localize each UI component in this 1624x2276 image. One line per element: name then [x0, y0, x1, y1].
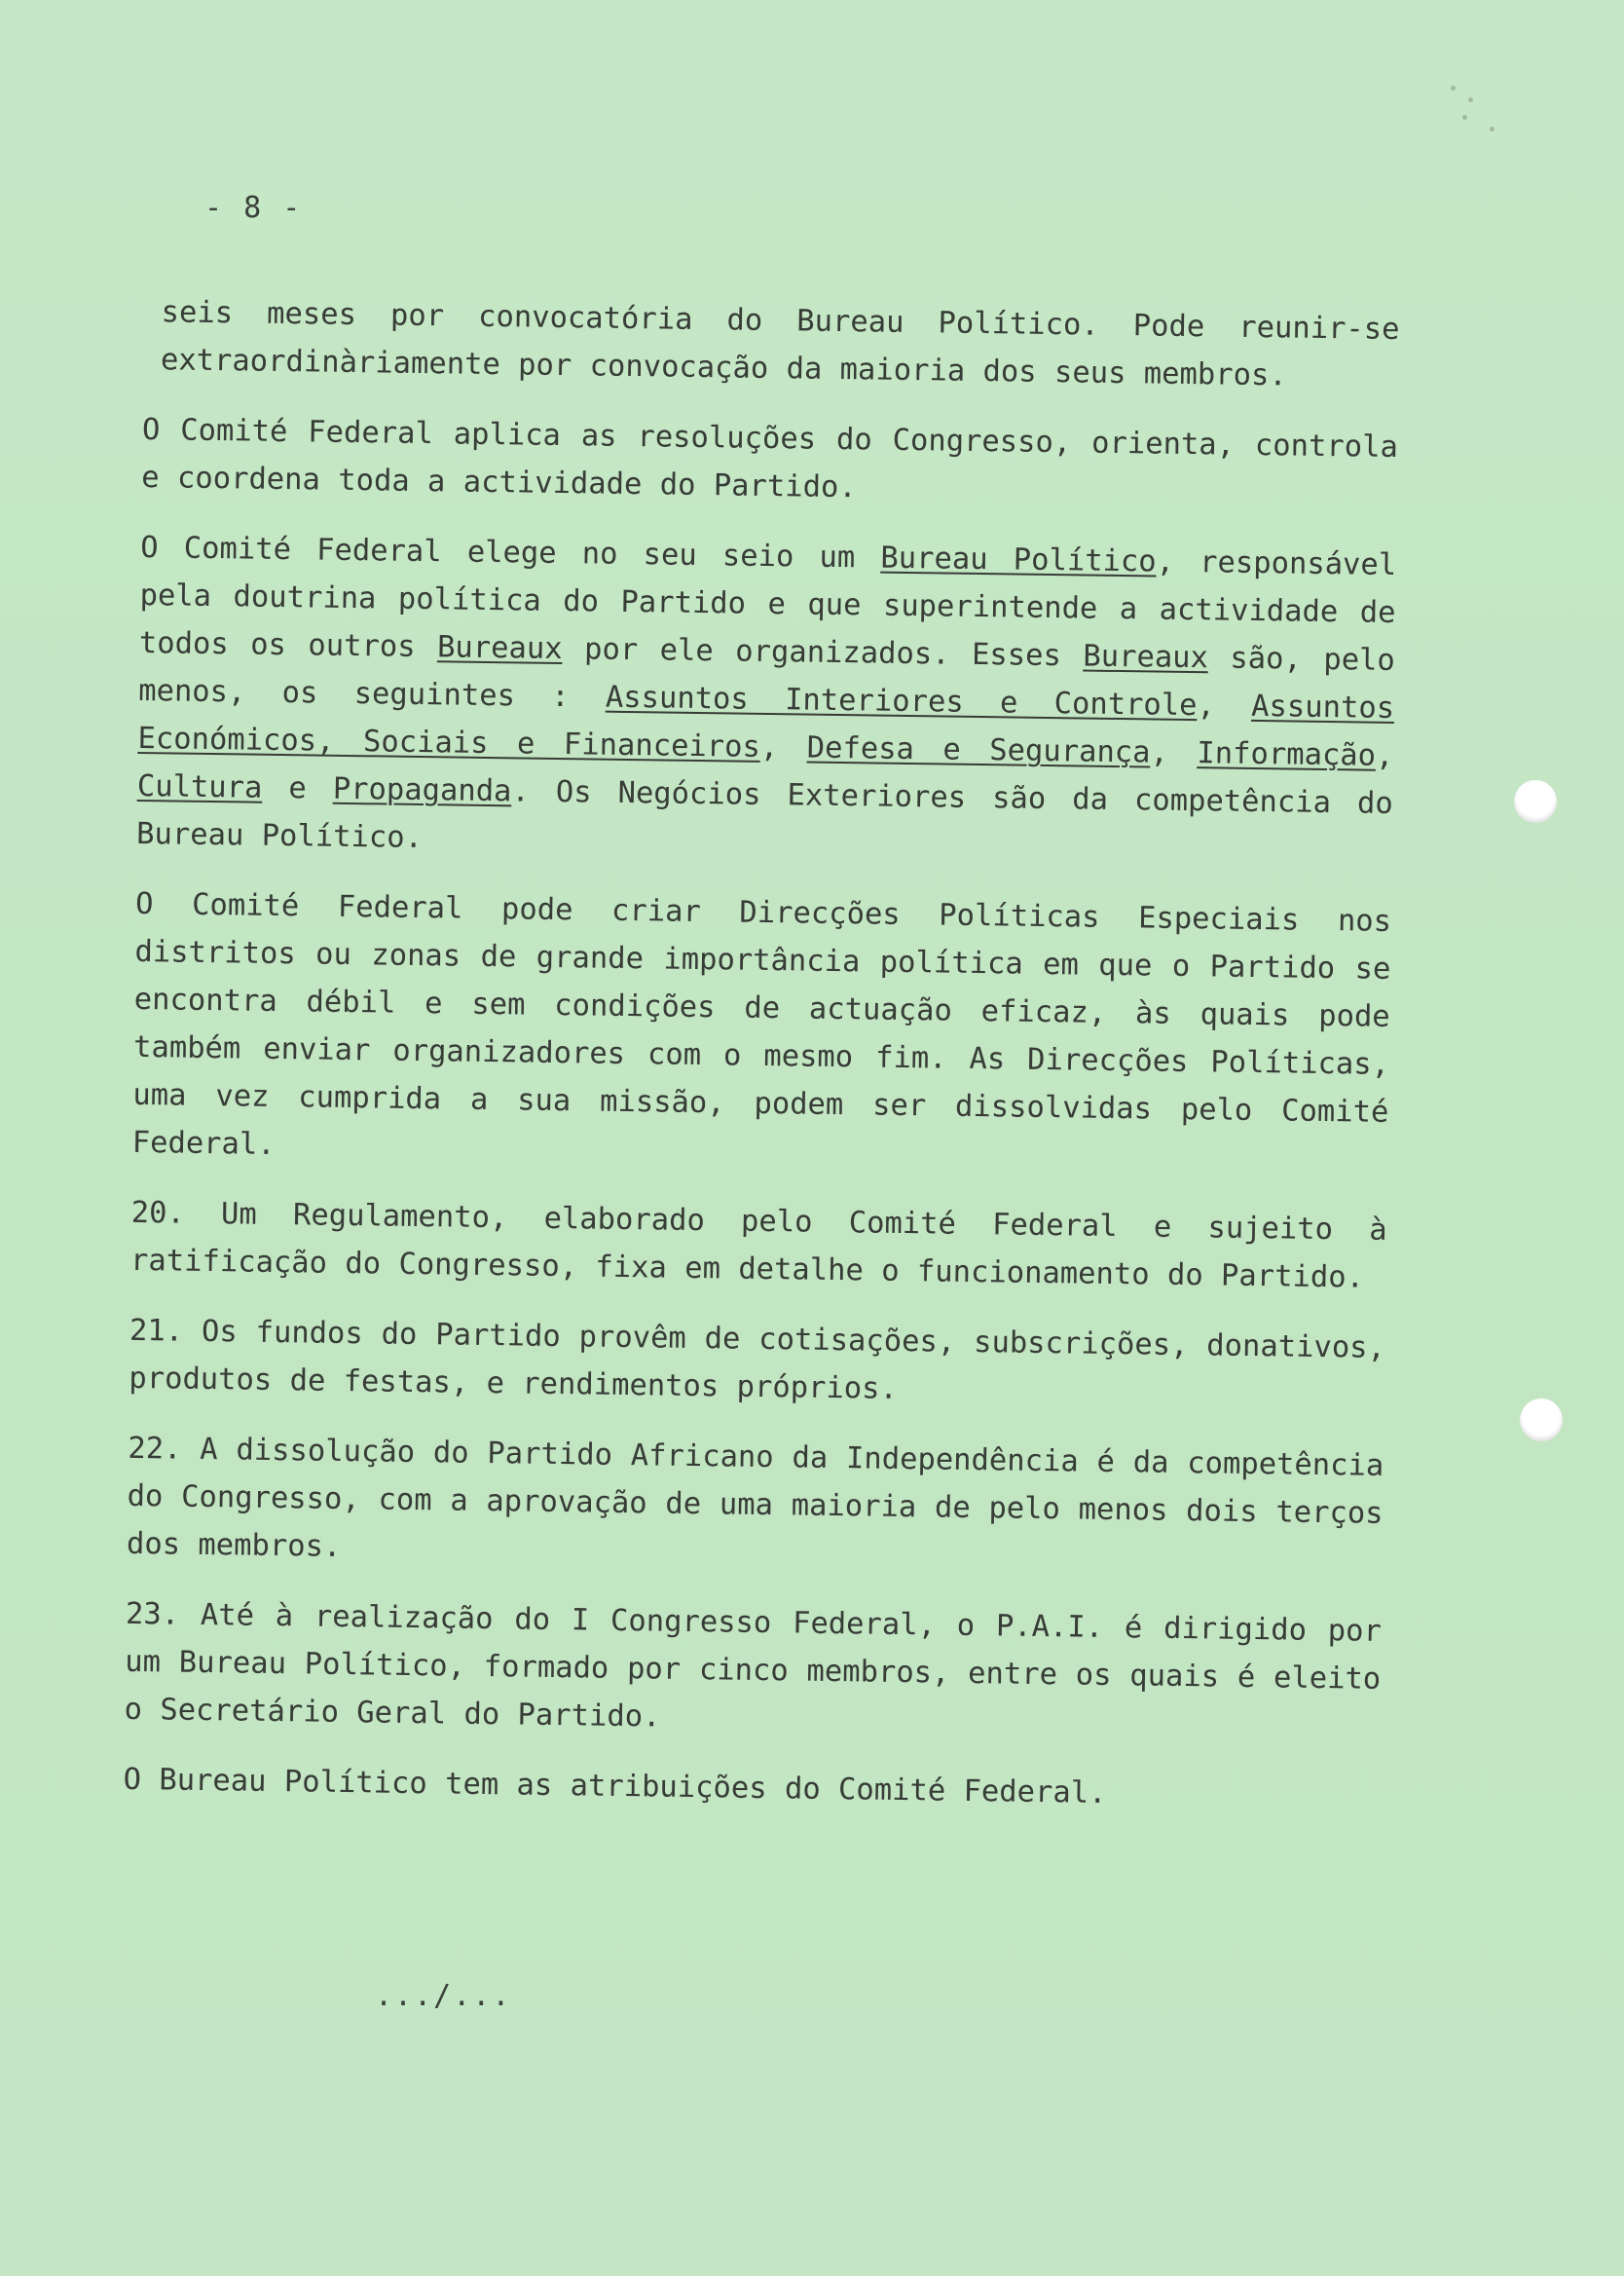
text-run: , — [1375, 738, 1394, 773]
underlined-text: Bureaux — [436, 630, 563, 667]
paragraph — [130, 1189, 1387, 1302]
underlined-text: Cultura — [136, 768, 263, 805]
text-run: , responsável pela doutrina política do Partido e que superintende a actividade de todos os outros — [138, 544, 1397, 665]
paper-speck — [1490, 127, 1495, 131]
paper-speck — [1451, 86, 1456, 91]
paper-speck — [1462, 115, 1467, 120]
document-body — [123, 288, 1400, 1844]
underlined-text: Assuntos Económicos, Sociais e Financeiros — [137, 689, 1395, 765]
text-run: O Bureau Político tem as atribuições do Comité Federal. — [123, 1762, 1107, 1810]
text-run: 20. Um Regulamento, elaborado pelo Comité Federal e sujeito à ratificação do Congresso, fixa em detalhe o funcionamento do Partido. — [129, 1195, 1387, 1295]
page-number: - 8 - — [204, 191, 303, 225]
paragraph — [131, 880, 1391, 1184]
text-run: O Comité Federal pode criar Direcções Políticas Especiais nos distritos ou zonas de grande importância política em que o Partido se encontra débil e sem condições de actuação eficaz, às quais pode também enviar organizadores com o mesmo fim. As Direcções Políticas, uma vez cumprida a sua missão, podem ser dissolvidas pelo Comité Federal. — [131, 886, 1392, 1162]
paragraph — [123, 1756, 1380, 1821]
paper-speck — [1468, 97, 1473, 102]
text-run: , — [759, 729, 808, 765]
text-run: , — [1197, 689, 1252, 724]
underlined-text: Bureau Político — [880, 541, 1157, 579]
paragraph — [136, 524, 1397, 876]
continuation-mark: .../... — [375, 1979, 512, 2013]
paragraph — [129, 1307, 1385, 1420]
underlined-text: Propaganda — [332, 771, 512, 809]
text-run: 22. A dissolução do Partido Africano da Independência é da competência do Congresso, com a aprovação de uma maioria de pelo menos dois terços dos membros. — [126, 1431, 1384, 1564]
paragraph — [127, 1425, 1384, 1586]
text-run: 21. Os fundos do Partido provêm de cotisações, subscrições, donativos, produtos de festas, e rendimentos próprios. — [129, 1313, 1386, 1406]
underlined-text: Bureaux — [1083, 639, 1209, 676]
text-run: O Comité Federal elege no seu seio um — [140, 530, 881, 576]
text-run: 23. Até à realização do I Congresso Federal, o P.A.I. é dirigido por um Bureau Político, formado por cinco membros, entre os quais é eleito o Secretário Geral do Partido. — [124, 1596, 1383, 1735]
punch-hole — [1514, 780, 1557, 823]
underlined-text: Informação — [1197, 736, 1377, 773]
paragraph — [143, 288, 1400, 401]
punch-hole — [1520, 1399, 1563, 1441]
paragraph — [141, 406, 1398, 519]
text-run: são, pelo menos, os seguintes : — [137, 641, 1396, 715]
text-run: , — [1150, 735, 1198, 771]
text-run: e — [262, 770, 334, 806]
text-run: . Os Negócios Exteriores são da competência do Bureau Político. — [135, 774, 1393, 856]
paragraph — [124, 1590, 1382, 1751]
text-run: seis meses por convocatória do Bureau Político. Pode reunir-se extraordinàriamente por convocação da maioria dos seus membros. — [160, 295, 1400, 393]
underlined-text: Assuntos Interiores e Controle — [605, 680, 1198, 724]
text-run: O Comité Federal aplica as resoluções do Congresso, orienta, controla e coordena toda a actividade do Partido. — [141, 412, 1399, 505]
text-run: por ele organizados. Esses — [562, 632, 1084, 674]
underlined-text: Defesa e Segurança — [806, 730, 1151, 770]
